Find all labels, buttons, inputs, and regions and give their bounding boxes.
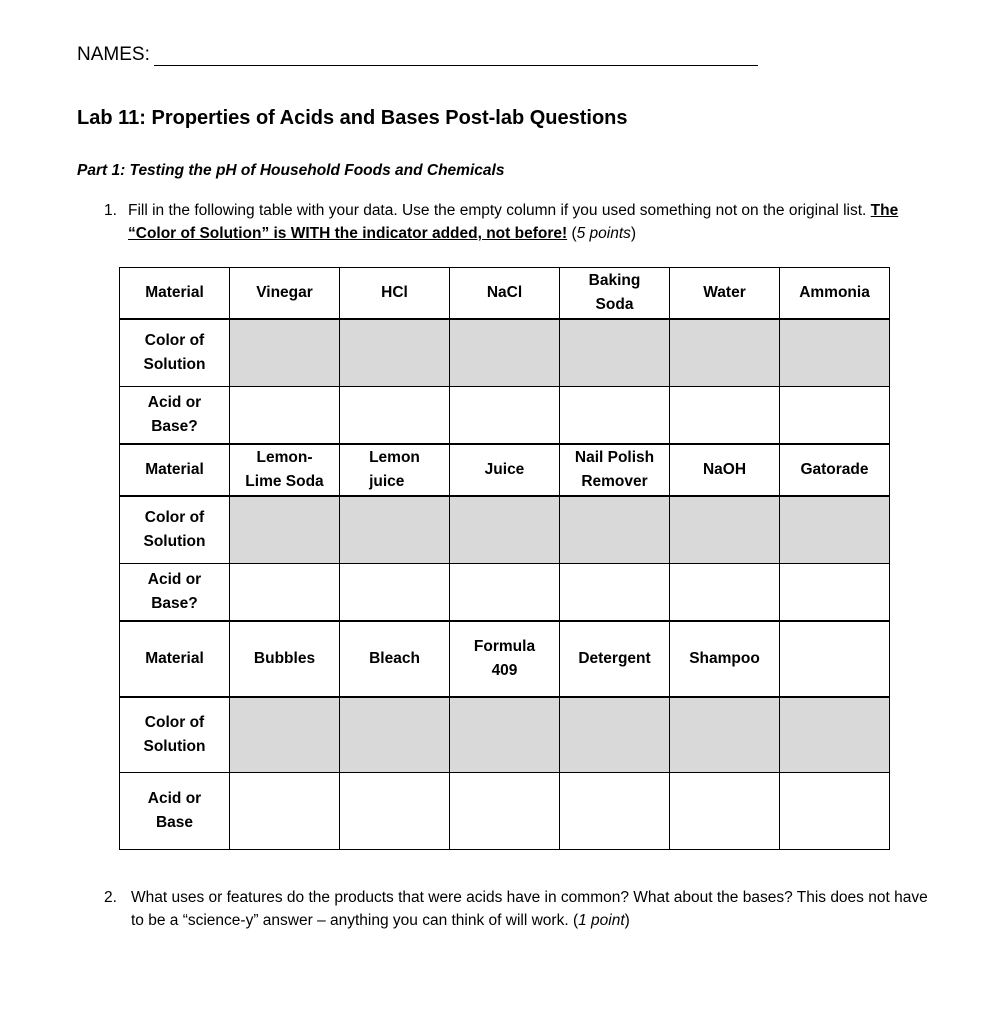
acid-base-input-cell[interactable] bbox=[450, 564, 560, 622]
acid-base-input-cell[interactable] bbox=[560, 564, 670, 622]
table-row bbox=[120, 268, 890, 320]
color-input-cell[interactable] bbox=[450, 697, 560, 773]
color-input-cell[interactable] bbox=[340, 496, 450, 564]
material-cell: Nail Polish Remover bbox=[560, 444, 670, 496]
material-cell-empty[interactable] bbox=[780, 621, 890, 697]
table-row bbox=[120, 444, 890, 496]
acid-base-input-cell[interactable] bbox=[670, 387, 780, 445]
acid-base-input-cell[interactable] bbox=[560, 773, 670, 850]
names-input-line[interactable] bbox=[154, 46, 758, 66]
color-input-cell[interactable] bbox=[780, 319, 890, 387]
color-input-cell[interactable] bbox=[670, 496, 780, 564]
material-cell: Gatorade bbox=[780, 444, 890, 496]
color-input-cell[interactable] bbox=[450, 496, 560, 564]
color-input-cell[interactable] bbox=[670, 697, 780, 773]
material-cell: Water bbox=[670, 268, 780, 320]
color-label: Color of Solution bbox=[120, 319, 230, 387]
material-cell: NaCl bbox=[450, 268, 560, 320]
material-cell: NaOH bbox=[670, 444, 780, 496]
color-input-cell[interactable] bbox=[780, 697, 890, 773]
acid-base-label: Acid or Base? bbox=[120, 387, 230, 445]
material-cell: Juice bbox=[450, 444, 560, 496]
material-label: Material bbox=[120, 621, 230, 697]
question-2-number: 2. bbox=[104, 889, 117, 906]
acid-base-input-cell[interactable] bbox=[780, 773, 890, 850]
acid-base-input-cell[interactable] bbox=[340, 773, 450, 850]
material-cell: Vinegar bbox=[230, 268, 340, 320]
acid-base-input-cell[interactable] bbox=[450, 387, 560, 445]
color-input-cell[interactable] bbox=[670, 319, 780, 387]
table-row bbox=[120, 697, 890, 773]
acid-base-input-cell[interactable] bbox=[450, 773, 560, 850]
color-input-cell[interactable] bbox=[230, 697, 340, 773]
page-title: Lab 11: Properties of Acids and Bases Post-lab Questions bbox=[77, 107, 628, 129]
question-1-text: Fill in the following table with your data. Use the empty column if you used something not on the original list. The “Color of Solution” is WITH the indicator added, not before! (5 points) bbox=[128, 202, 899, 242]
material-cell: Detergent bbox=[560, 621, 670, 697]
color-input-cell[interactable] bbox=[340, 319, 450, 387]
names-label: NAMES: bbox=[77, 44, 150, 65]
question-2 bbox=[104, 886, 944, 932]
material-cell: Ammonia bbox=[780, 268, 890, 320]
part1-title: Part 1: Testing the pH of Household Foods and Chemicals bbox=[77, 162, 505, 179]
table-row bbox=[120, 387, 890, 445]
color-input-cell[interactable] bbox=[780, 496, 890, 564]
acid-base-input-cell[interactable] bbox=[230, 773, 340, 850]
acid-base-input-cell[interactable] bbox=[230, 564, 340, 622]
color-input-cell[interactable] bbox=[560, 496, 670, 564]
material-cell: Bubbles bbox=[230, 621, 340, 697]
names-line bbox=[77, 44, 758, 66]
table-row bbox=[120, 773, 890, 850]
color-label: Color of Solution bbox=[120, 697, 230, 773]
color-input-cell[interactable] bbox=[560, 697, 670, 773]
color-input-cell[interactable] bbox=[340, 697, 450, 773]
table-row bbox=[120, 564, 890, 622]
question-2-points: 1 point bbox=[578, 912, 625, 929]
acid-base-input-cell[interactable] bbox=[780, 564, 890, 622]
color-input-cell[interactable] bbox=[450, 319, 560, 387]
question-1-number: 1. bbox=[104, 202, 117, 219]
acid-base-label: Acid or Base bbox=[120, 773, 230, 850]
acid-base-input-cell[interactable] bbox=[340, 387, 450, 445]
question-1-points: 5 points bbox=[576, 225, 631, 242]
color-label: Color of Solution bbox=[120, 496, 230, 564]
material-cell: HCl bbox=[340, 268, 450, 320]
table-row bbox=[120, 319, 890, 387]
material-cell: Lemon- Lime Soda bbox=[230, 444, 340, 496]
data-table bbox=[119, 267, 890, 850]
acid-base-input-cell[interactable] bbox=[670, 564, 780, 622]
material-cell: Shampoo bbox=[670, 621, 780, 697]
acid-base-label: Acid or Base? bbox=[120, 564, 230, 622]
material-cell: Formula 409 bbox=[450, 621, 560, 697]
acid-base-input-cell[interactable] bbox=[230, 387, 340, 445]
table-row bbox=[120, 621, 890, 697]
color-input-cell[interactable] bbox=[560, 319, 670, 387]
question-2-text: What uses or features do the products that were acids have in common? What about the bases? This does not have to be a “science-y” answer – anything you can think of will work. (1 point) bbox=[131, 889, 928, 929]
acid-base-input-cell[interactable] bbox=[780, 387, 890, 445]
acid-base-input-cell[interactable] bbox=[560, 387, 670, 445]
material-label: Material bbox=[120, 268, 230, 320]
table-row bbox=[120, 496, 890, 564]
acid-base-input-cell[interactable] bbox=[670, 773, 780, 850]
material-cell: Bleach bbox=[340, 621, 450, 697]
acid-base-input-cell[interactable] bbox=[340, 564, 450, 622]
material-label: Material bbox=[120, 444, 230, 496]
question-1 bbox=[104, 199, 944, 245]
material-cell: Baking Soda bbox=[560, 268, 670, 320]
question-1-emphasis: The “Color of Solution” is WITH the indicator added, not before! bbox=[128, 202, 899, 242]
color-input-cell[interactable] bbox=[230, 496, 340, 564]
material-cell: Lemon juice bbox=[340, 444, 450, 496]
color-input-cell[interactable] bbox=[230, 319, 340, 387]
